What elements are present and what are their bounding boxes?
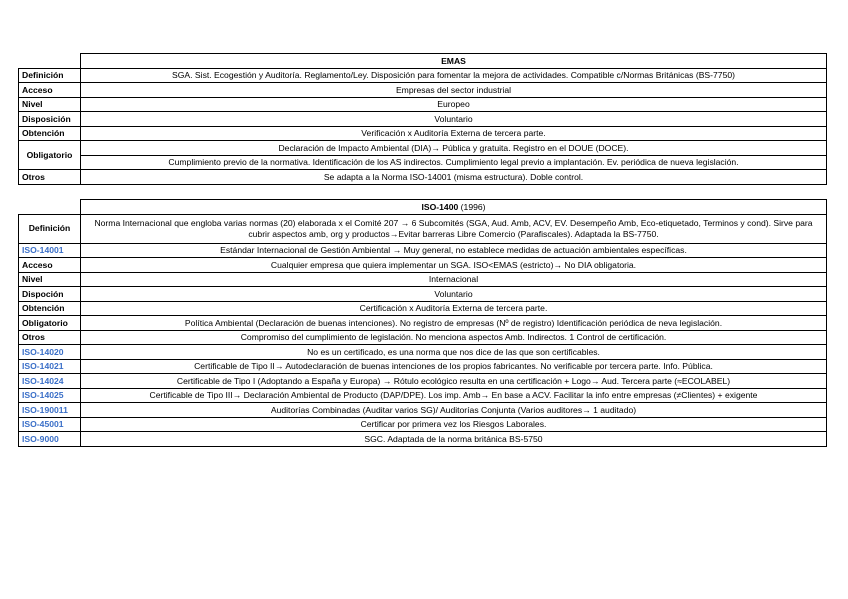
table-row (19, 374, 827, 389)
iso-header-title: ISO-1400 (421, 201, 459, 212)
row-key: Obligatorio (19, 316, 81, 331)
emas-table (18, 53, 827, 185)
iso-table (18, 199, 827, 447)
row-key: Nivel (19, 97, 81, 112)
row-value: Declaración de Impacto Ambiental (DIA)→ Pública y gratuita. Registro en el DOUE (DOCE). (81, 141, 827, 156)
row-key: ISO-9000 (19, 432, 81, 447)
row-value: Auditorías Combinadas (Auditar varios SG)/ Auditorías Conjunta (Varios auditores→ 1 auditado) (81, 403, 827, 418)
row-value: Certificable de Tipo III→ Declaración Ambiental de Producto (DAP/DPE). Los imp. Amb→ En base a ACV. Facilitar la info entre empresas (≠Clientes) + exigente (81, 388, 827, 403)
table-row (19, 345, 827, 360)
table-row (19, 141, 827, 156)
table-row (19, 272, 827, 287)
row-value: Norma Internacional que engloba varias normas (20) elaborada x el Comité 207 → 6 Subcomités (SGA, Aud. Amb, ACV, EV. Desempeño Amb, Eco-etiquetado, Terminos y cond). Sirve para cubrir aspectos amb, org y productos→Evitar barreras Libre Comercio (Parafiscales). Adaptada la BS-7750. (81, 214, 827, 243)
iso-header-note: (1996) (460, 201, 486, 212)
row-value: Voluntario (81, 287, 827, 302)
row-value: Certificable de Tipo II→ Autodeclaración de buenas intenciones de los propios fabricantes. No verificable por tercera parte. Info. Pública. (81, 359, 827, 374)
row-key: Otros (19, 330, 81, 345)
table-row (19, 68, 827, 83)
row-key: Definición (19, 68, 81, 83)
row-key: ISO-45001 (19, 417, 81, 432)
row-key: Obtención (19, 126, 81, 141)
row-value: Voluntario (81, 112, 827, 127)
row-value: Cumplimiento previo de la normativa. Identificación de los AS indirectos. Cumplimiento legal previo a implantación. Ev. periódica de nueva legislación. (81, 155, 827, 170)
table-row (19, 330, 827, 345)
table-row (19, 403, 827, 418)
table-row (19, 417, 827, 432)
table-row (19, 316, 827, 331)
row-key: Acceso (19, 83, 81, 98)
row-key: Dispoción (19, 287, 81, 302)
row-key: ISO-190011 (19, 403, 81, 418)
table-row (19, 258, 827, 273)
table-row (19, 388, 827, 403)
row-value: Compromiso del cumplimiento de legislación. No menciona aspectos Amb. Indirectos. 1 Control de certificación. (81, 330, 827, 345)
row-value: Cualquier empresa que quiera implementar un SGA. ISO<EMAS (estricto)→ No DIA obligatoria. (81, 258, 827, 273)
table-row (19, 83, 827, 98)
iso-header (81, 200, 827, 215)
table-row (19, 155, 827, 170)
table-row (19, 359, 827, 374)
row-value: Verificación x Auditoría Externa de tercera parte. (81, 126, 827, 141)
table-row (19, 112, 827, 127)
iso-header-blank (19, 200, 81, 215)
row-value: SGC. Adaptada de la norma británica BS-5750 (81, 432, 827, 447)
row-key: Acceso (19, 258, 81, 273)
row-key: Definición (19, 214, 81, 243)
row-value: Internacional (81, 272, 827, 287)
table-row (19, 170, 827, 185)
row-key: Disposición (19, 112, 81, 127)
row-value: Certificar por primera vez los Riesgos Laborales. (81, 417, 827, 432)
table-row (19, 243, 827, 258)
emas-header-blank (19, 54, 81, 69)
table-row (19, 301, 827, 316)
table-row (19, 214, 827, 243)
row-value: Certificación x Auditoría Externa de tercera parte. (81, 301, 827, 316)
iso-header-row (19, 200, 827, 215)
row-key: Obtención (19, 301, 81, 316)
row-key: Nivel (19, 272, 81, 287)
row-key: ISO-14021 (19, 359, 81, 374)
row-value: Empresas del sector industrial (81, 83, 827, 98)
row-value: Política Ambiental (Declaración de buenas intenciones). No registro de empresas (Nº de registro) Identificación periódica de neva legislación. (81, 316, 827, 331)
row-value: Certificable de Tipo I (Adoptando a España y Europa) → Rótulo ecológico resulta en una certificación + Logo→ Aud. Tercera parte (≈ECOLABEL) (81, 374, 827, 389)
row-key: ISO-14025 (19, 388, 81, 403)
table-row (19, 97, 827, 112)
row-value: No es un certificado, es una norma que nos dice de las que son certificables. (81, 345, 827, 360)
row-key: ISO-14024 (19, 374, 81, 389)
row-key: Obligatorio (19, 141, 81, 170)
row-value: Estándar Internacional de Gestión Ambiental → Muy general, no establece medidas de actuación ambientales específicas. (81, 243, 827, 258)
row-value: Europeo (81, 97, 827, 112)
row-value: SGA. Sist. Ecogestión y Auditoría. Reglamento/Ley. Disposición para fomentar la mejora de actividades. Compatible c/Normas Británicas (BS-7750) (81, 68, 827, 83)
emas-header-row (19, 54, 827, 69)
row-value: Se adapta a la Norma ISO-14001 (misma estructura). Doble control. (81, 170, 827, 185)
emas-header: EMAS (81, 54, 827, 69)
row-key: ISO-14020 (19, 345, 81, 360)
table-row (19, 287, 827, 302)
row-key: ISO-14001 (19, 243, 81, 258)
table-row (19, 432, 827, 447)
table-row (19, 126, 827, 141)
row-key: Otros (19, 170, 81, 185)
